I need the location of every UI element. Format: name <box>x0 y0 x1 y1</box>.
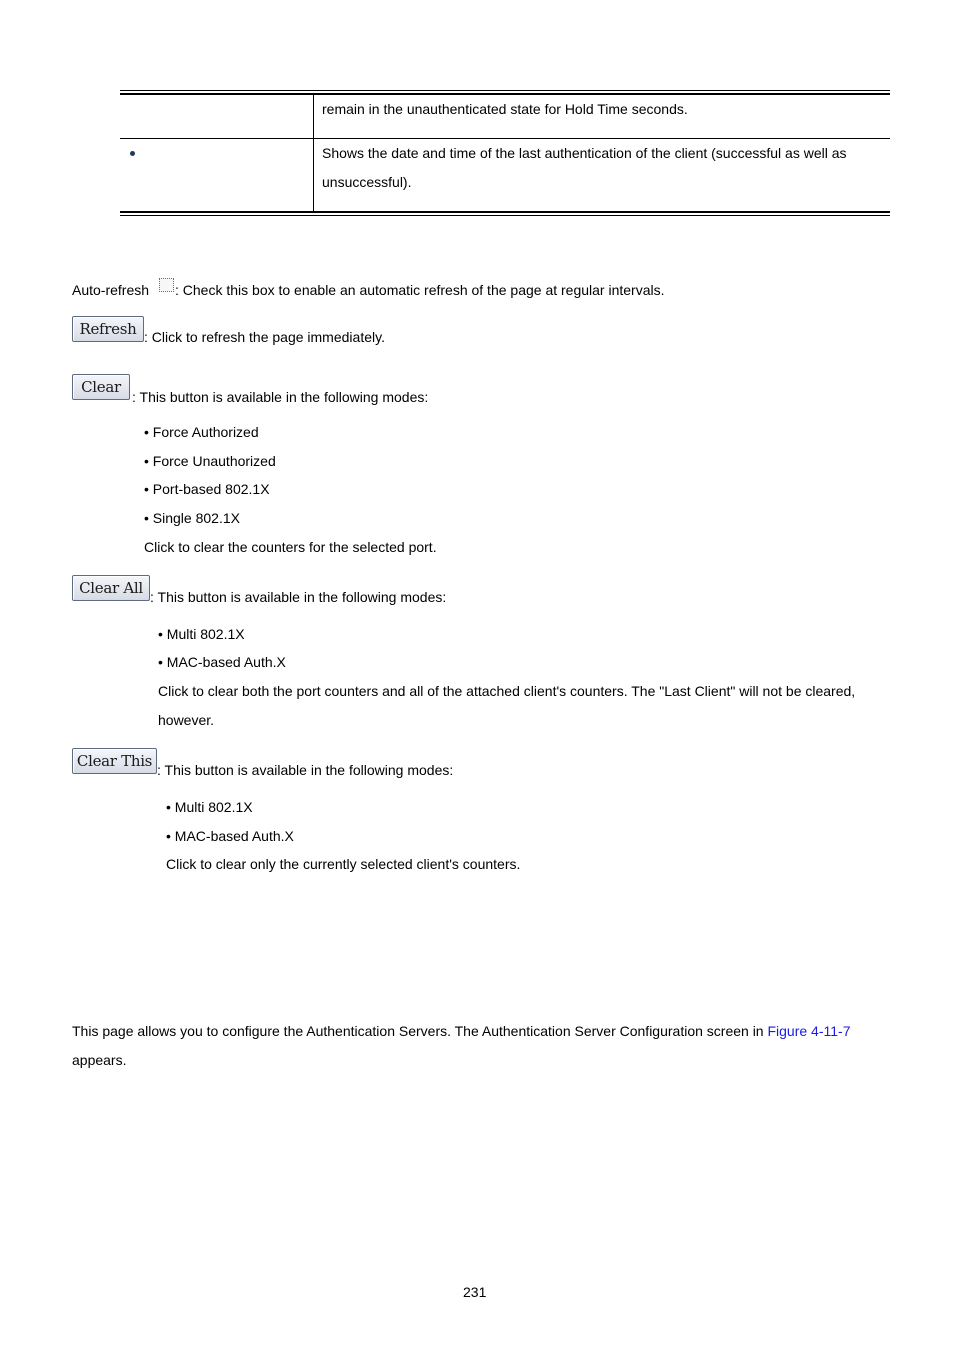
clear-mode-item: • Force Unauthorized <box>144 453 276 469</box>
clear-all-mode-item: • Multi 802.1X <box>158 626 245 642</box>
clear-mode-item: • Single 802.1X <box>144 510 240 526</box>
clear-this-mode-item: • MAC-based Auth.X <box>166 828 294 844</box>
clear-this-description: : This button is available in the following modes: <box>157 762 454 778</box>
clear-all-mode-item: • MAC-based Auth.X <box>158 654 286 670</box>
page-number: 231 <box>463 1284 487 1300</box>
table-bottom-rule-thick <box>120 211 890 213</box>
intro-text: This page allows you to configure the Authentication Servers. The Authentication Server Configuration screen in <box>72 1023 768 1039</box>
auto-refresh-description: : Check this box to enable an automatic refresh of the page at regular intervals. <box>175 282 665 298</box>
refresh-button[interactable]: Refresh <box>72 316 144 342</box>
clear-mode-item: • Force Authorized <box>144 424 259 440</box>
table-row2-description: Shows the date and time of the last authentication of the client (successful as well as unsuccessful). <box>322 145 847 190</box>
clear-mode-item: • Port-based 802.1X <box>144 481 270 497</box>
table-row1-description: remain in the unauthenticated state for Hold Time seconds. <box>322 101 688 117</box>
table-row2-bullet <box>130 151 135 156</box>
auto-refresh-checkbox[interactable] <box>159 278 174 292</box>
refresh-description: : Click to refresh the page immediately. <box>144 329 385 345</box>
table-bottom-rule <box>120 215 890 216</box>
table-column-divider <box>313 95 314 211</box>
clear-this-button[interactable]: Clear This <box>72 748 157 774</box>
clear-description: : This button is available in the following modes: <box>132 389 429 405</box>
description-table <box>120 90 890 216</box>
clear-all-description: : This button is available in the following modes: <box>150 589 447 605</box>
clear-this-mode-item: • Multi 802.1X <box>166 799 253 815</box>
clear-all-note-continued: however. <box>158 712 215 728</box>
figure-link[interactable]: Figure 4-11-7 <box>767 1023 851 1039</box>
clear-all-button[interactable]: Clear All <box>72 575 150 601</box>
intro-paragraph <box>72 1023 851 1039</box>
clear-this-note: Click to clear only the currently selected client's counters. <box>166 856 521 872</box>
intro-text-continued: appears. <box>72 1052 127 1068</box>
auto-refresh-label: Auto-refresh <box>72 282 150 298</box>
clear-all-note: Click to clear both the port counters and all of the attached client's counters. The "Last Client" will not be cleared, <box>158 683 856 699</box>
clear-button[interactable]: Clear <box>72 374 130 400</box>
table-top-rule <box>120 90 890 91</box>
clear-note: Click to clear the counters for the selected port. <box>144 539 437 555</box>
